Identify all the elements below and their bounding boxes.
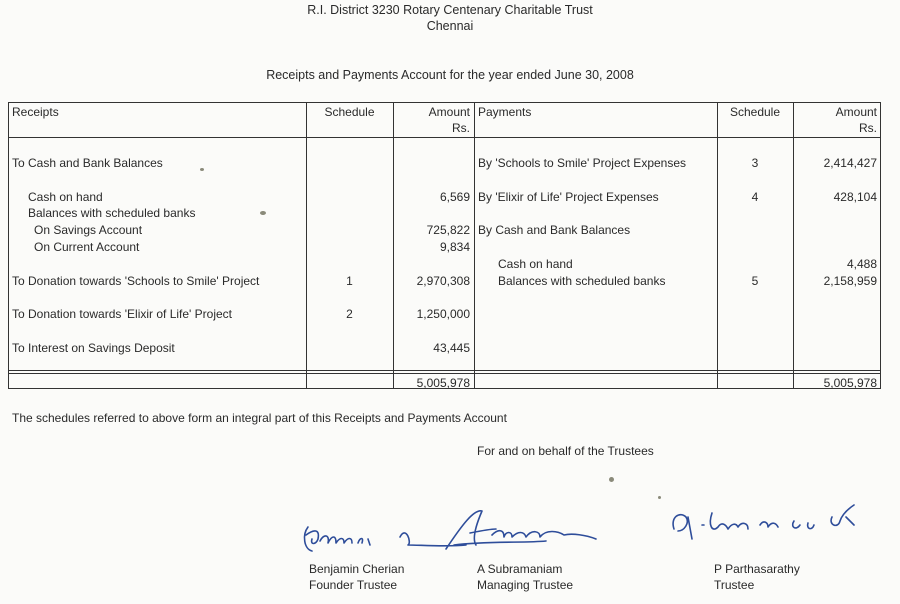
payment-schedule: 4 (751, 190, 759, 204)
signatory-role: Trustee (714, 578, 755, 592)
city-name: Chennai (426, 19, 474, 33)
total-divider (9, 373, 880, 374)
receipt-label: To Interest on Savings Deposit (12, 341, 175, 355)
scan-speck (658, 496, 661, 499)
payment-amount: 2,158,959 (823, 274, 877, 288)
receipt-amount: 6,569 (439, 190, 470, 204)
payment-amount: 2,414,427 (823, 156, 877, 170)
signatory-name: Benjamin Cherian (309, 562, 405, 576)
scan-speck (609, 477, 614, 482)
signature-graphic (296, 505, 626, 565)
col-divider (793, 103, 794, 388)
schedules-note: The schedules referred to above form an integral part of this Receipts and Payments Account (12, 411, 507, 425)
receipt-amount: 725,822 (426, 223, 470, 237)
col-divider (306, 103, 307, 388)
header-amount-right: Amount (835, 105, 877, 119)
receipt-amount: 2,970,308 (416, 274, 470, 288)
receipt-schedule: 2 (346, 307, 353, 321)
payment-schedule: 5 (751, 274, 759, 288)
statement-title: Receipts and Payments Account for the year ended June 30, 2008 (266, 68, 634, 82)
receipt-label: To Cash and Bank Balances (12, 156, 163, 170)
receipt-label: Balances with scheduled banks (28, 206, 196, 220)
receipt-label: To Donation towards 'Schools to Smile' Project (12, 274, 260, 288)
signatory-role: Managing Trustee (477, 578, 574, 592)
col-divider (717, 103, 718, 388)
header-payments: Payments (478, 105, 532, 119)
payment-label: By 'Elixir of Life' Project Expenses (478, 190, 659, 204)
organization-name: R.I. District 3230 Rotary Centenary Charitable Trust (307, 3, 593, 17)
header-amount-left: Amount (428, 105, 470, 119)
receipt-label: On Current Account (34, 240, 140, 254)
receipt-label: To Donation towards 'Elixir of Life' Project (12, 307, 233, 321)
header-schedule-left: Schedule (324, 105, 375, 119)
receipt-amount: 1,250,000 (416, 307, 470, 321)
payment-amount: 4,488 (846, 257, 877, 271)
signature-graphic (668, 495, 868, 545)
signatory-name: P Parthasarathy (714, 562, 800, 576)
payment-label: Cash on hand (498, 257, 573, 271)
scan-speck (200, 168, 204, 171)
payments-total: 5,005,978 (823, 376, 877, 390)
receipt-amount: 9,834 (439, 240, 470, 254)
col-divider (474, 103, 475, 388)
header-schedule-right: Schedule (729, 105, 781, 119)
receipt-label: On Savings Account (34, 223, 143, 237)
payment-label: Balances with scheduled banks (498, 274, 666, 288)
header-rs-left: Rs. (452, 121, 470, 135)
receipts-payments-table (8, 102, 881, 389)
receipt-amount: 43,445 (433, 341, 470, 355)
payment-schedule: 3 (751, 156, 759, 170)
header-divider (9, 137, 880, 138)
payment-label: By Cash and Bank Balances (478, 223, 631, 237)
receipt-label: Cash on hand (28, 190, 103, 204)
payment-label: By 'Schools to Smile' Project Expenses (478, 156, 687, 170)
total-divider (9, 370, 880, 371)
scan-speck (260, 211, 266, 215)
header-receipts: Receipts (12, 105, 59, 119)
header-rs-right: Rs. (859, 121, 877, 135)
receipts-total: 5,005,978 (416, 376, 470, 390)
signatory-name: A Subramaniam (477, 562, 563, 576)
signatory-role: Founder Trustee (309, 578, 398, 592)
payment-amount: 428,104 (833, 190, 877, 204)
on-behalf-text: For and on behalf of the Trustees (477, 444, 654, 458)
receipt-schedule: 1 (346, 274, 353, 288)
